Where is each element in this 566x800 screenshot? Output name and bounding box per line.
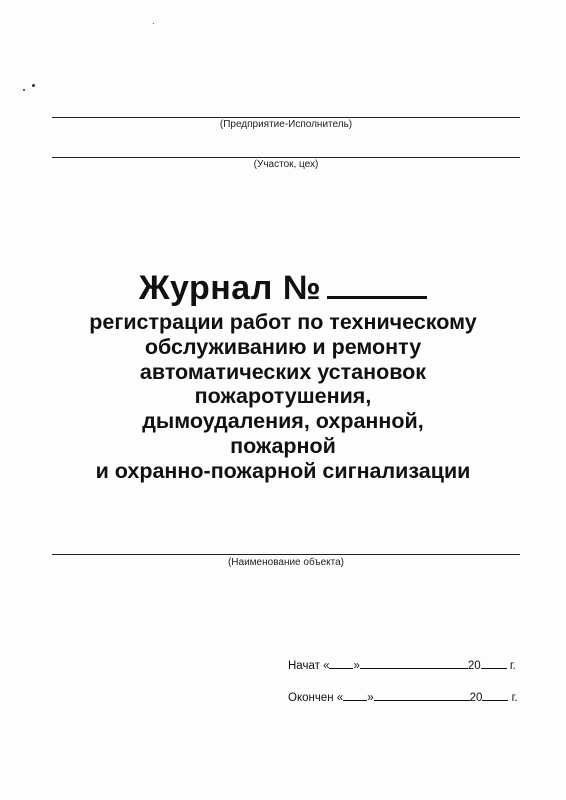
executor-blank-line: [52, 117, 520, 118]
object-blank-line: [52, 554, 520, 555]
started-year-blank: [481, 657, 507, 669]
finished-day-blank: [343, 689, 367, 701]
executor-caption: (Предприятие-Исполнитель): [219, 119, 353, 130]
section-caption: (Участок, цех): [253, 159, 319, 170]
subtitle-line: дымоудаления, охранной,: [142, 409, 424, 434]
subtitle-line: автоматических установок: [139, 359, 427, 384]
subtitle-line: пожарной: [230, 433, 336, 458]
scan-speck: [23, 89, 25, 91]
section-blank-line: [52, 157, 520, 158]
close-quote: »: [353, 660, 360, 672]
subtitle-line: обслуживанию и ремонту: [144, 334, 422, 359]
started-label: Начат: [288, 660, 320, 672]
open-quote: «: [336, 692, 344, 704]
started-month-blank: [360, 657, 468, 669]
subtitle-line: пожаротушения,: [194, 384, 372, 409]
year-suffix: г.: [509, 660, 516, 672]
subtitle-line: регистрации работ по техническому: [89, 310, 477, 334]
journal-number-blank: [327, 270, 427, 299]
subtitle-line: и охранно-пожарной сигнализации: [95, 458, 471, 483]
finished-label: Окончен: [288, 692, 334, 704]
finished-year-blank: [482, 689, 508, 701]
journal-title: [0, 268, 566, 308]
journal-title-text: Журнал №: [138, 269, 322, 307]
open-quote: «: [323, 660, 330, 672]
started-day-blank: [329, 657, 353, 669]
finished-month-blank: [374, 689, 470, 701]
close-quote: »: [367, 692, 374, 704]
started-date-line: [288, 657, 516, 672]
finished-date-line: [288, 689, 518, 704]
year-suffix: г.: [511, 692, 518, 704]
scan-speck: [153, 23, 154, 24]
object-caption: (Наименование объекта): [227, 557, 345, 568]
century-prefix: 20: [469, 692, 483, 704]
journal-subtitle: [0, 310, 566, 484]
scan-speck: [32, 84, 35, 87]
century-prefix: 20: [467, 660, 481, 672]
